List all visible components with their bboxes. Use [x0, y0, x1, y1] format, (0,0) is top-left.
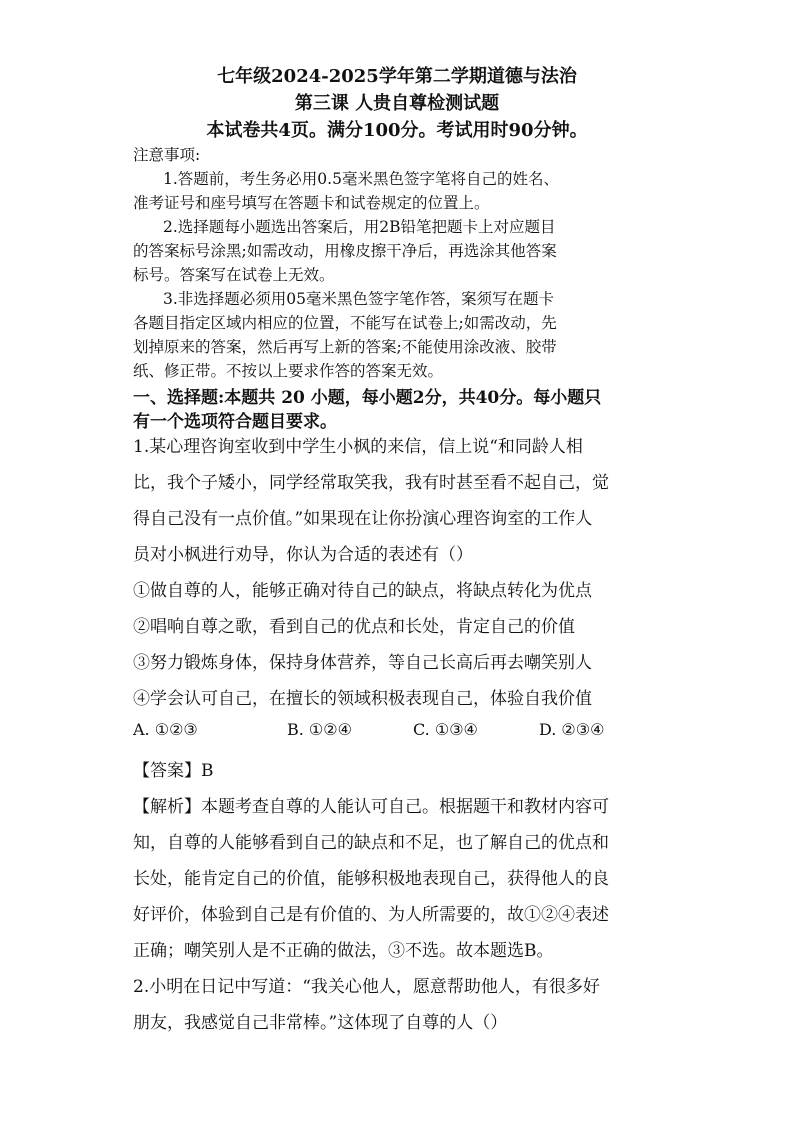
section-heading: 有一个选项符合题目要求。: [133, 412, 337, 432]
section-heading: 一、选择题:本题共 20 小题，每小题2分，共40分。每小题只: [133, 388, 602, 408]
statement-item: ③努力锻炼身体，保持身体营养，等自己长高后再去嘲笑别人: [133, 653, 592, 673]
exam-info: 本试卷共4页。满分100分。考试用时90分钟。: [206, 120, 588, 141]
statement-item: ①做自尊的人，能够正确对待自己的缺点，将缺点转化为优点: [133, 581, 592, 601]
analysis-line: 好评价，体验到自己是有价值的、为人所需要的，故①②④表述: [133, 905, 609, 925]
notes-line: 3.非选择题必须用05毫米黑色签字笔作答，案须写在题卡: [163, 290, 555, 308]
notes-line: 的答案标号涂黑;如需改动，用橡皮擦干净后，再选涂其他答案: [133, 242, 557, 260]
answer: 【答案】B: [133, 761, 214, 781]
notes-line: 标号。答案写在试卷上无效。: [133, 266, 335, 284]
question-stem: 2.小明在日记中写道：“我关心他人，愿意帮助他人，有很多好: [133, 977, 600, 997]
notes-heading: 注意事项:: [133, 146, 201, 164]
notes-line: 划掉原来的答案，然后再写上新的答案;不能使用涂改液、胶带: [133, 338, 557, 356]
notes-line: 1.答题前，考生务必用0.5毫米黑色签字笔将自己的姓名、: [163, 170, 559, 188]
question-stem: 员对小枫进行劝导，你认为合适的表述有（）: [133, 545, 473, 565]
question-stem: 朋友，我感觉自己非常棒。”这体现了自尊的人（）: [133, 1013, 508, 1033]
notes-line: 纸、修正带。不按以上要求作答的答案无效。: [133, 362, 444, 380]
analysis-line: 【解析】本题考查自尊的人能认可自己。根据题干和教材内容可: [133, 797, 609, 817]
exam-title: 七年级2024-2025学年第二学期道德与法治: [217, 66, 577, 87]
question-stem: 比，我个子矮小，同学经常取笑我，我有时甚至看不起自己，觉: [133, 473, 609, 493]
question-stem: 1.某心理咨询室收到中学生小枫的来信，信上说“和同龄人相: [133, 437, 583, 457]
analysis-line: 长处，能肯定自己的价值，能够积极地表现自己，获得他人的良: [133, 869, 609, 889]
exam-subtitle: 第三课 人贵自尊检测试题: [294, 93, 500, 114]
option-b: B. ①②④: [287, 720, 352, 739]
notes-line: 准考证号和座号填写在答题卡和试卷规定的位置上。: [133, 194, 490, 212]
notes-line: 各题目指定区域内相应的位置，不能写在试卷上;如需改动，先: [133, 314, 557, 332]
option-d: D. ②③④: [539, 720, 605, 739]
statement-item: ④学会认可自己，在擅长的领域积极表现自己，体验自我价值: [133, 689, 592, 709]
analysis-line: 正确；嘲笑别人是不正确的做法，③不选。故本题选B。: [133, 941, 554, 961]
notes-line: 2.选择题每小题选出答案后，用2B铅笔把题卡上对应题目: [163, 218, 556, 236]
option-c: C. ①③④: [413, 720, 478, 739]
statement-item: ②唱响自尊之歌，看到自己的优点和长处，肯定自己的价值: [133, 617, 575, 637]
analysis-line: 知，自尊的人能够看到自己的缺点和不足，也了解自己的优点和: [133, 833, 609, 853]
question-stem: 得自己没有一点价值。”如果现在让你扮演心理咨询室的工作人: [133, 509, 593, 529]
option-a: A. ①②③: [133, 720, 198, 739]
